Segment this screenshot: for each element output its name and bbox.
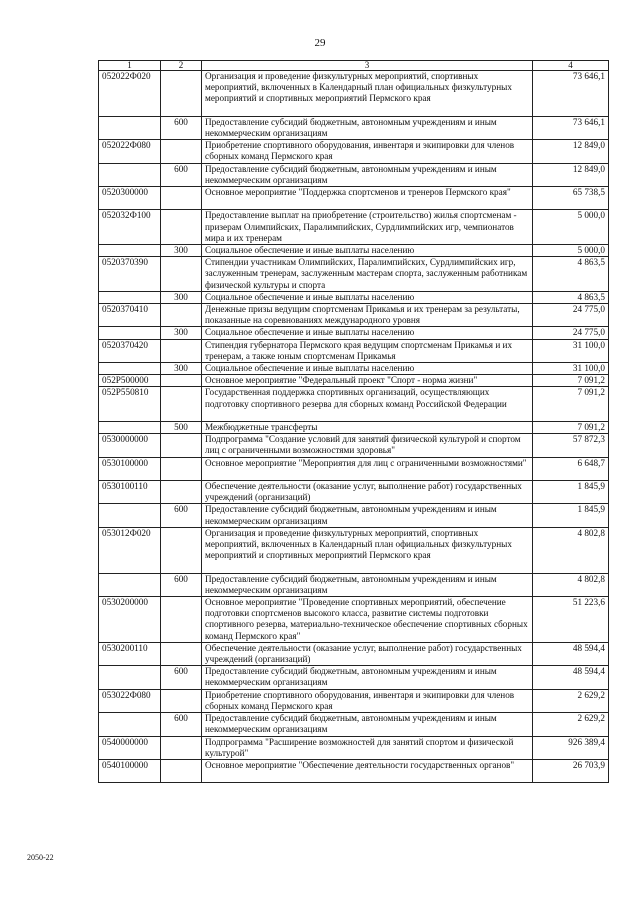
row-amount: 26 703,9 [533, 759, 609, 782]
row-code [99, 163, 161, 186]
row-code: 0520300000 [99, 187, 161, 210]
table-row [99, 339, 609, 362]
row-amount: 2 629,2 [533, 713, 609, 736]
row-expense-type: 300 [161, 291, 202, 303]
row-code: 0520370410 [99, 304, 161, 327]
row-name: Стипендия губернатора Пермского края ведущим спортсменам Прикамья и их тренерам, а также юным спортсменам Прикамья [202, 339, 533, 362]
table-row [99, 116, 609, 139]
row-amount: 5 000,0 [533, 210, 609, 245]
row-expense-type: 600 [161, 163, 202, 186]
row-amount: 24 775,0 [533, 327, 609, 339]
row-code [99, 363, 161, 375]
row-amount: 1 845,9 [533, 481, 609, 504]
row-amount: 2 629,2 [533, 689, 609, 712]
row-name: Предоставление субсидий бюджетным, автономным учреждениям и иным некоммерческим организациям [202, 713, 533, 736]
row-expense-type [161, 759, 202, 782]
row-expense-type: 500 [161, 422, 202, 434]
row-expense-type [161, 434, 202, 457]
row-name: Организация и проведение физкультурных мероприятий, спортивных мероприятий, включенных в Календарный план официальных физкультурных мероприятий и спортивных мероприятий Пермского края [202, 71, 533, 117]
row-amount: 4 863,5 [533, 257, 609, 292]
row-name: Обеспечение деятельности (оказание услуг, выполнение работ) государственных учреждений (организаций) [202, 642, 533, 665]
row-name: Основное мероприятие "Мероприятия для лиц с ограниченными возможностями" [202, 457, 533, 480]
row-code: 0520370420 [99, 339, 161, 362]
table-body [99, 71, 609, 783]
row-name: Основное мероприятие "Поддержка спортсменов и тренеров Пермского края" [202, 187, 533, 210]
table-row [99, 713, 609, 736]
row-name: Предоставление субсидий бюджетным, автономным учреждениям и иным некоммерческим организациям [202, 504, 533, 527]
table-row [99, 210, 609, 245]
table-row [99, 327, 609, 339]
row-name: Денежные призы ведущим спортсменам Прикамья и их тренерам за результаты, показанные на соревнованиях международного уровня [202, 304, 533, 327]
row-expense-type [161, 481, 202, 504]
row-name: Организация и проведение физкультурных мероприятий, спортивных мероприятий, включенных в Календарный план официальных физкультурных мероприятий и спортивных мероприятий Пермского края [202, 527, 533, 573]
row-expense-type [161, 187, 202, 210]
row-expense-type [161, 71, 202, 117]
row-code [99, 504, 161, 527]
table-row [99, 304, 609, 327]
row-expense-type [161, 339, 202, 362]
row-name: Межбюджетные трансферты [202, 422, 533, 434]
row-name: Социальное обеспечение и иные выплаты населению [202, 291, 533, 303]
table-row [99, 291, 609, 303]
header-col-3: 3 [202, 61, 533, 71]
table-row [99, 422, 609, 434]
row-code: 052022Ф080 [99, 140, 161, 163]
table-row [99, 597, 609, 643]
row-code: 0540100000 [99, 759, 161, 782]
row-name: Основное мероприятие "Федеральный проект "Спорт - норма жизни" [202, 375, 533, 387]
row-amount: 4 863,5 [533, 291, 609, 303]
row-expense-type: 600 [161, 116, 202, 139]
table-row [99, 689, 609, 712]
row-name: Приобретение спортивного оборудования, инвентаря и экипировки для членов сборных команд Пермского края [202, 140, 533, 163]
row-expense-type [161, 689, 202, 712]
row-code: 053012Ф020 [99, 527, 161, 573]
table-row [99, 457, 609, 480]
row-expense-type [161, 457, 202, 480]
row-expense-type: 600 [161, 573, 202, 596]
row-name: Социальное обеспечение и иные выплаты населению [202, 327, 533, 339]
row-name: Подпрограмма "Расширение возможностей для занятий спортом и физической культурой" [202, 736, 533, 759]
table-row [99, 666, 609, 689]
row-expense-type: 600 [161, 666, 202, 689]
row-name: Подпрограмма "Создание условий для занятий физической культурой и спортом лиц с ограниченными возможностями здоровья" [202, 434, 533, 457]
row-code: 0520370390 [99, 257, 161, 292]
header-col-2: 2 [161, 61, 202, 71]
table-row [99, 527, 609, 573]
row-name: Предоставление субсидий бюджетным, автономным учреждениям и иным некоммерческим организациям [202, 666, 533, 689]
table-row [99, 481, 609, 504]
row-code: 0530100110 [99, 481, 161, 504]
row-code [99, 327, 161, 339]
row-name: Стипендии участникам Олимпийских, Паралимпийских, Сурдлимпийских игр, заслуженным тренерам, заслуженным мастерам спорта, заслуженным работникам физической культуры и спорта [202, 257, 533, 292]
row-name: Основное мероприятие "Обеспечение деятельности государственных органов" [202, 759, 533, 782]
header-col-1: 1 [99, 61, 161, 71]
row-expense-type [161, 597, 202, 643]
row-expense-type [161, 375, 202, 387]
header-col-4: 4 [533, 61, 609, 71]
row-expense-type: 600 [161, 504, 202, 527]
row-amount: 48 594,4 [533, 666, 609, 689]
row-code: 0540000000 [99, 736, 161, 759]
row-name: Основное мероприятие "Проведение спортивных мероприятий, обеспечение подготовки спортсменов высокого класса, развитие системы подготовки спортивного резерва, материально-техническое обеспечение спортивных сборных команд Пермского края" [202, 597, 533, 643]
row-amount: 4 802,8 [533, 527, 609, 573]
row-code: 052P500000 [99, 375, 161, 387]
row-amount: 31 100,0 [533, 339, 609, 362]
table-row [99, 71, 609, 117]
row-code: 0530200110 [99, 642, 161, 665]
table-row [99, 573, 609, 596]
table-row [99, 363, 609, 375]
row-name: Государственная поддержка спортивных организаций, осуществляющих подготовку спортивного резерва для сборных команд Российской Федерации [202, 387, 533, 422]
row-code [99, 116, 161, 139]
row-amount: 12 849,0 [533, 140, 609, 163]
row-amount: 7 091,2 [533, 422, 609, 434]
row-name: Социальное обеспечение и иные выплаты населению [202, 363, 533, 375]
row-code [99, 245, 161, 257]
row-name: Предоставление субсидий бюджетным, автономным учреждениям и иным некоммерческим организациям [202, 116, 533, 139]
table-row [99, 163, 609, 186]
row-amount: 1 845,9 [533, 504, 609, 527]
row-name: Предоставление выплат на приобретение (строительство) жилья спортсменам - призерам Олимпийских, Паралимпийских, Сурдлимпийских игр, чемпионатов мира и их тренерам [202, 210, 533, 245]
table-row [99, 642, 609, 665]
row-amount: 6 648,7 [533, 457, 609, 480]
row-amount: 51 223,6 [533, 597, 609, 643]
row-name: Обеспечение деятельности (оказание услуг, выполнение работ) государственных учреждений (организаций) [202, 481, 533, 504]
row-amount: 48 594,4 [533, 642, 609, 665]
table-row [99, 245, 609, 257]
row-code [99, 422, 161, 434]
table-header [99, 61, 609, 71]
row-expense-type: 300 [161, 245, 202, 257]
row-name: Социальное обеспечение и иные выплаты населению [202, 245, 533, 257]
row-code: 0530200000 [99, 597, 161, 643]
row-expense-type: 600 [161, 713, 202, 736]
row-name: Предоставление субсидий бюджетным, автономным учреждениям и иным некоммерческим организациям [202, 163, 533, 186]
page-number: 29 [314, 37, 326, 49]
row-expense-type: 300 [161, 327, 202, 339]
row-code: 0530100000 [99, 457, 161, 480]
table-row [99, 736, 609, 759]
row-expense-type [161, 304, 202, 327]
document-code: 2050-22 [27, 853, 54, 862]
row-amount: 12 849,0 [533, 163, 609, 186]
row-amount: 73 646,1 [533, 71, 609, 117]
row-expense-type: 300 [161, 363, 202, 375]
row-expense-type [161, 387, 202, 422]
row-amount: 57 872,3 [533, 434, 609, 457]
row-amount: 5 000,0 [533, 245, 609, 257]
row-name: Предоставление субсидий бюджетным, автономным учреждениям и иным некоммерческим организациям [202, 573, 533, 596]
row-amount: 4 802,8 [533, 573, 609, 596]
row-expense-type [161, 736, 202, 759]
row-code: 053022Ф080 [99, 689, 161, 712]
row-expense-type [161, 527, 202, 573]
row-expense-type [161, 140, 202, 163]
table-row [99, 434, 609, 457]
row-amount: 31 100,0 [533, 363, 609, 375]
row-code [99, 573, 161, 596]
table-row [99, 140, 609, 163]
table-row [99, 187, 609, 210]
table-row [99, 375, 609, 387]
table-row [99, 257, 609, 292]
row-code: 0530000000 [99, 434, 161, 457]
table-row [99, 504, 609, 527]
row-code [99, 713, 161, 736]
row-amount: 73 646,1 [533, 116, 609, 139]
row-expense-type [161, 257, 202, 292]
row-amount: 7 091,2 [533, 387, 609, 422]
row-name: Приобретение спортивного оборудования, инвентаря и экипировки для членов сборных команд Пермского края [202, 689, 533, 712]
row-amount: 24 775,0 [533, 304, 609, 327]
row-code [99, 291, 161, 303]
row-amount: 65 738,5 [533, 187, 609, 210]
table-row [99, 759, 609, 782]
table-row [99, 387, 609, 422]
row-code [99, 666, 161, 689]
row-amount: 7 091,2 [533, 375, 609, 387]
budget-table [98, 60, 609, 783]
row-code: 052032Ф100 [99, 210, 161, 245]
row-amount: 926 389,4 [533, 736, 609, 759]
row-code: 052022Ф020 [99, 71, 161, 117]
row-expense-type [161, 210, 202, 245]
row-expense-type [161, 642, 202, 665]
row-code: 052P550810 [99, 387, 161, 422]
